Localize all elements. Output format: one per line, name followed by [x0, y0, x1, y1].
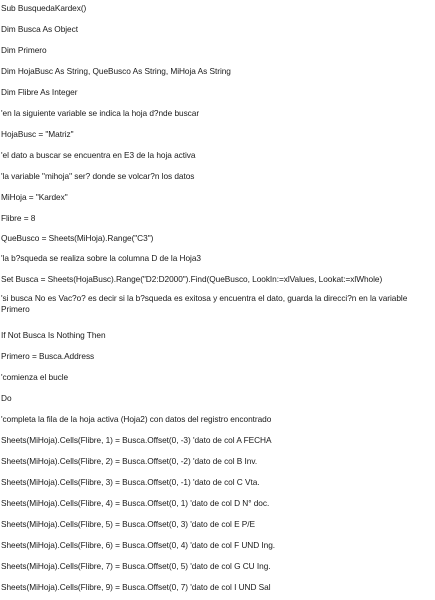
code-line: Flibre = 8: [1, 213, 36, 223]
code-line: Dim HojaBusc As String, QueBusco As String, MiHoja As String: [1, 66, 231, 76]
code-line: 'si busca No es Vac?o? es decir si la b?squeda es exitosa y encuentra el dato, guarda la direcci?n en la variable Primero: [1, 293, 408, 314]
code-line: QueBusco = Sheets(MiHoja).Range("C3"): [1, 233, 154, 243]
code-line: Sheets(MiHoja).Cells(Flibre, 5) = Busca.Offset(0, 3) 'dato de col E P/E: [1, 519, 256, 529]
code-line: Sheets(MiHoja).Cells(Flibre, 2) = Busca.Offset(0, -2) 'dato de col B Inv.: [1, 456, 258, 466]
code-line: MiHoja = "Kardex": [1, 192, 68, 202]
code-line: HojaBusc = "Matriz": [1, 129, 74, 139]
code-line: Dim Busca As Object: [1, 24, 78, 34]
code-line: Sheets(MiHoja).Cells(Flibre, 6) = Busca.Offset(0, 4) 'dato de col F UND Ing.: [1, 540, 276, 550]
code-line: 'en la siguiente variable se indica la hoja d?nde buscar: [1, 108, 200, 118]
code-line: 'la variable "mihoja" ser? donde se volcar?n los datos: [1, 171, 195, 181]
code-line: Sheets(MiHoja).Cells(Flibre, 1) = Busca.Offset(0, -3) 'dato de col A FECHA: [1, 435, 272, 445]
code-line: Dim Primero: [1, 45, 47, 55]
code-line: 'completa la fila de la hoja activa (Hoja2) con datos del registro encontrado: [1, 414, 272, 424]
code-line: If Not Busca Is Nothing Then: [1, 330, 106, 340]
code-line: 'comienza el bucle: [1, 372, 69, 382]
code-line: Sub BusquedaKardex(): [1, 3, 87, 13]
code-line: Primero = Busca.Address: [1, 351, 95, 361]
code-line: Dim Flibre As Integer: [1, 87, 78, 97]
code-line: Sheets(MiHoja).Cells(Flibre, 3) = Busca.Offset(0, -1) 'dato de col C Vta.: [1, 477, 260, 487]
code-line: Sheets(MiHoja).Cells(Flibre, 9) = Busca.Offset(0, 7) 'dato de col I UND Sal: [1, 582, 271, 592]
code-line: Set Busca = Sheets(HojaBusc).Range("D2:D2000").Find(QueBusco, LookIn:=xlValues, Lookat:=xlWhole): [1, 274, 383, 284]
code-line: 'la b?squeda se realiza sobre la columna D de la Hoja3: [1, 253, 201, 263]
code-line: Sheets(MiHoja).Cells(Flibre, 7) = Busca.Offset(0, 5) 'dato de col G CU Ing.: [1, 561, 271, 571]
code-line: Do: [1, 393, 12, 403]
code-line: Sheets(MiHoja).Cells(Flibre, 4) = Busca.Offset(0, 1) 'dato de col D N° doc.: [1, 498, 270, 508]
code-line: 'el dato a buscar se encuentra en E3 de la hoja activa: [1, 150, 196, 160]
